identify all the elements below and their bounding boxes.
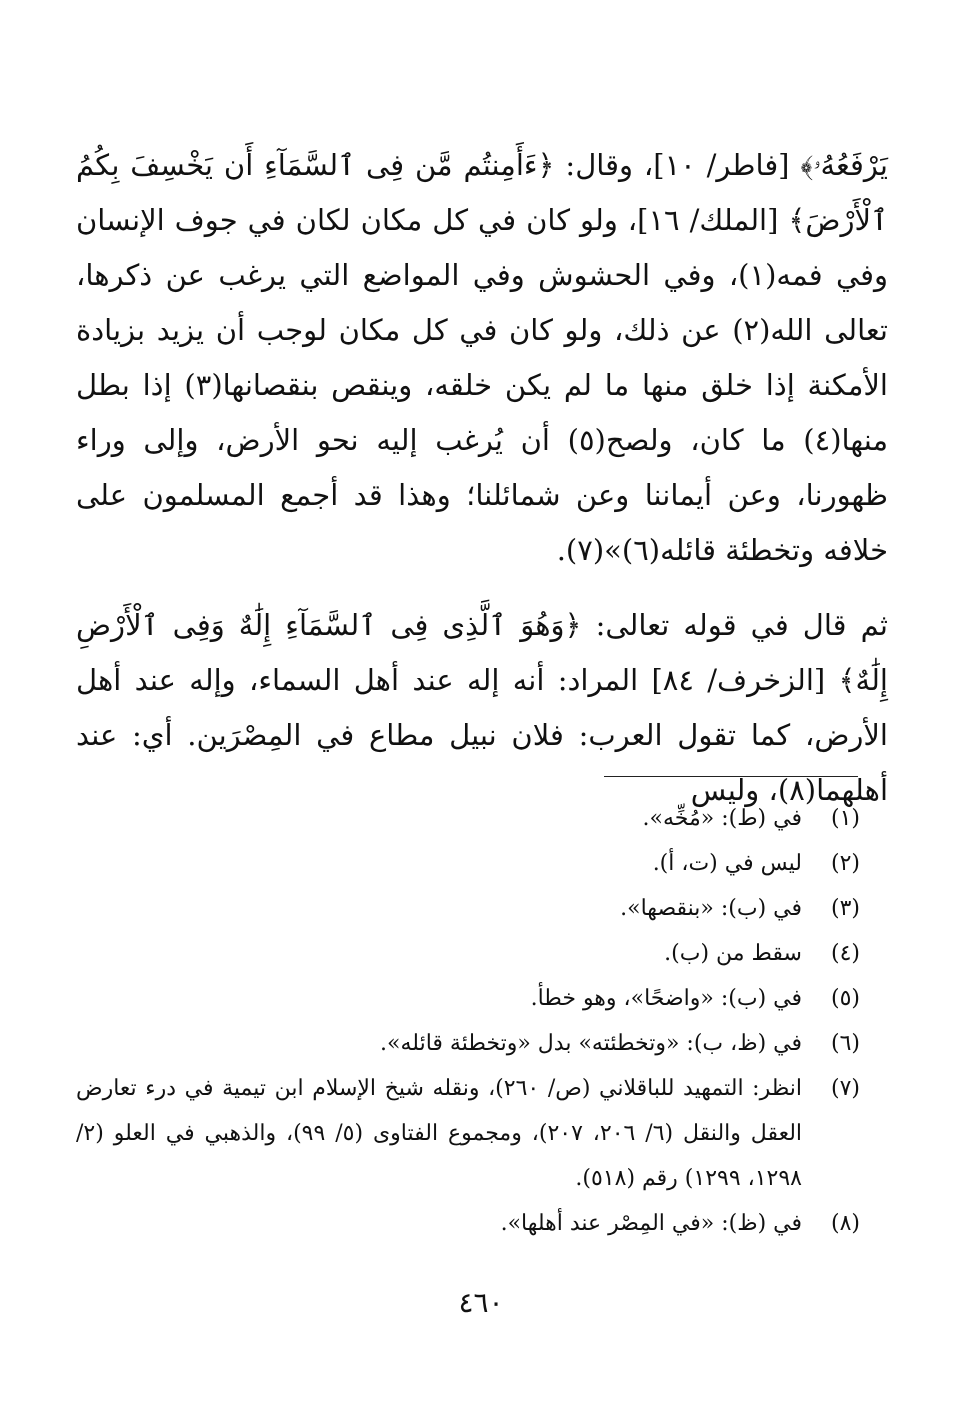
footnote-2: [76, 841, 860, 886]
footnotes-list: [76, 796, 860, 1246]
footnote-text: انظر: التمهيد للباقلاني (ص/ ٢٦٠)، ونقله شيخ الإسلام ابن تيمية في درء تعارض العقل والنقل (٦/ ٢٠٦، ٢٠٧)، ومجموع الفتاوى (٥/ ٩٩)، والذهبي في العلو (٢/ ١٢٩٨، ١٢٩٩) رقم (٥١٨).: [76, 1076, 803, 1191]
footnote-text: في (ظ، ب): «وتخطئته» بدل «وتخطئة قائله».: [380, 1031, 802, 1056]
footnote-1: [76, 796, 860, 841]
main-text: [76, 138, 888, 818]
footnote-separator: [604, 776, 858, 777]
footnote-text: ليس في (ت، أ).: [652, 851, 802, 876]
footnote-text: سقط من (ب).: [664, 941, 802, 966]
footnote-text: في (ط): «مُخِّه».: [642, 806, 802, 831]
footnote-text: في (ب): «واضحًا»، وهو خطأ.: [530, 986, 802, 1011]
paragraph-1: يَرْفَعُهُۥ﴾ [فاطر/ ١٠]، وقال: ﴿ءَأَمِنتُم مَّن فِى ٱلسَّمَآءِ أَن يَخْسِفَ بِكُمُ ٱلْأَرْضَ﴾ [الملك/ ١٦]، ولو كان في كل مكان لكان في جوف الإنسان وفي فمه(١)، وفي الحشوش وفي المواضع التي يرغب عن ذكرها، تعالى الله(٢) عن ذلك، ولو كان في كل مكان لوجب أن يزيد بزيادة الأمكنة إذا خلق منها ما لم يكن خلقه، وينقص بنقصانها(٣) إذا بطل منها(٤) ما كان، ولصح(٥) أن يُرغب إليه نحو الأرض، وإلى وراء ظهورنا، وعن أيماننا وعن شمائلنا؛ وهذا قد أجمع المسلمون على خلافه وتخطئة قائله(٦)»(٧).: [76, 148, 888, 567]
footnote-number: (٢): [830, 851, 860, 876]
footnote-number: (٨): [830, 1211, 860, 1236]
footnote-text: في (ب): «بنقصها».: [620, 896, 802, 921]
footnote-number: (٦): [830, 1031, 860, 1056]
footnote-6: [76, 1021, 860, 1066]
page-number: ٤٦٠: [458, 1286, 504, 1319]
footnote-number: (٧): [830, 1076, 860, 1101]
footnote-number: (١): [830, 806, 860, 831]
paragraph-2: ثم قال في قوله تعالى: ﴿وَهُوَ ٱلَّذِى فِى ٱلسَّمَآءِ إِلَٰهٌ وَفِى ٱلْأَرْضِ إِلَٰهٌ﴾ [الزخرف/ ٨٤] المراد: أنه إله عند أهل السماء، وإله عند أهل الأرض، كما تقول العرب: فلان نبيل مطاع في المِصْرَين. أي: عند أهلهما(٨)، وليس: [76, 608, 888, 807]
footnote-number: (٤): [830, 941, 860, 966]
footnote-4: [76, 931, 860, 976]
footnote-number: (٣): [830, 896, 860, 921]
footnote-3: [76, 886, 860, 931]
footnote-8: [76, 1201, 860, 1246]
footnote-7: [76, 1066, 860, 1201]
footnote-text: في (ظ): «في المِصْر عند أهلها».: [500, 1211, 802, 1236]
footnote-number: (٥): [830, 986, 860, 1011]
footnote-5: [76, 976, 860, 1021]
